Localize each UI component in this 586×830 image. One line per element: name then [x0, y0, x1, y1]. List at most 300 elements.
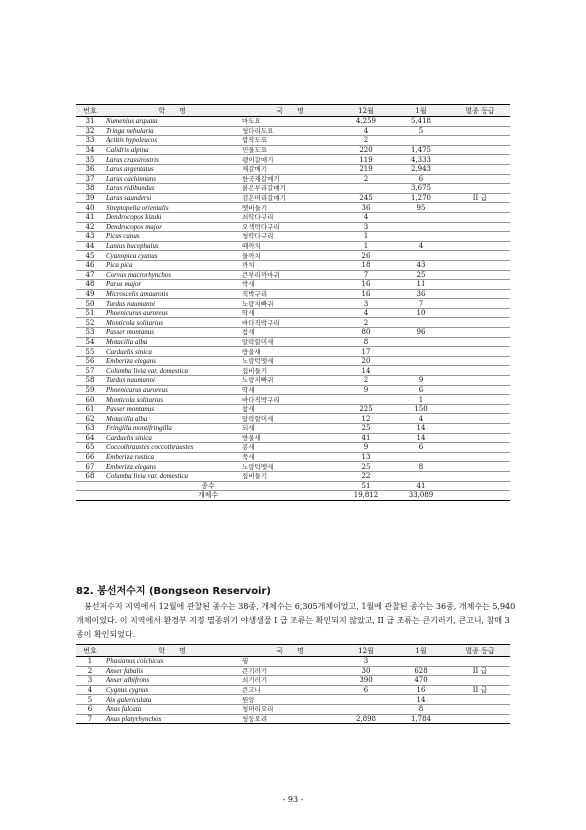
endangered-grade	[450, 136, 510, 146]
scientific-name: Columba livia var. domestica	[104, 471, 240, 481]
table-row	[76, 232, 510, 242]
row-number: 59	[76, 385, 104, 395]
scientific-name: Emberiza rustica	[104, 452, 240, 462]
row-number: 44	[76, 241, 104, 251]
table-header	[76, 645, 510, 657]
january-count: 9	[392, 376, 450, 386]
korean-name: 바다직박구리	[240, 318, 340, 328]
korean-name: 쇠딱다구리	[240, 212, 340, 222]
korean-name: 물까치	[240, 251, 340, 261]
december-count: 3	[340, 222, 392, 232]
korean-name: 멧비둘기	[240, 203, 340, 213]
row-number: 49	[76, 289, 104, 299]
january-count: 4	[392, 241, 450, 251]
december-count: 13	[340, 452, 392, 462]
korean-name: 청머리오리	[240, 704, 340, 714]
january-count	[392, 657, 450, 667]
row-number: 39	[76, 193, 104, 203]
species-total-label: 종수	[76, 481, 340, 491]
korean-name: 꿩	[240, 657, 340, 667]
january-count: 7	[392, 299, 450, 309]
scientific-name: Corvus macrorhynchos	[104, 270, 240, 280]
endangered-grade	[450, 318, 510, 328]
scientific-name: Passer montanus	[104, 328, 240, 338]
endangered-grade	[450, 251, 510, 261]
korean-name: 민물도요	[240, 145, 340, 155]
table-row	[76, 280, 510, 290]
january-count	[392, 232, 450, 242]
december-count: 8	[340, 337, 392, 347]
endangered-grade	[450, 212, 510, 222]
scientific-name: Dendrocopos kizuki	[104, 212, 240, 222]
december-count: 36	[340, 203, 392, 213]
endangered-grade	[450, 280, 510, 290]
row-number: 56	[76, 356, 104, 366]
scientific-name: Phoenicurus auroreus	[104, 385, 240, 395]
row-number: 38	[76, 184, 104, 194]
endangered-grade	[450, 433, 510, 443]
scientific-name: Anser fabalis	[104, 666, 240, 676]
korean-name: 붉은부리갈매기	[240, 184, 340, 194]
january-count: 8	[392, 704, 450, 714]
empty-cell	[450, 481, 510, 491]
endangered-grade	[450, 203, 510, 213]
korean-name: 딱새	[240, 385, 340, 395]
table-row	[76, 376, 510, 386]
january-count: 96	[392, 328, 450, 338]
scientific-name: Coccothraustes coccothraustes	[104, 443, 240, 453]
korean-name: 직박구리	[240, 289, 340, 299]
december-count: 16	[340, 289, 392, 299]
table-row	[76, 318, 510, 328]
endangered-grade: II 급	[450, 666, 510, 676]
january-count: 628	[392, 666, 450, 676]
header-no: 번호	[76, 645, 104, 657]
individual-total-december: 19,812	[340, 491, 392, 501]
table-row	[76, 433, 510, 443]
december-count: 17	[340, 347, 392, 357]
january-count: 16	[392, 685, 450, 695]
scientific-name: Emberiza elegans	[104, 356, 240, 366]
december-count: 4	[340, 126, 392, 136]
species-table-2	[76, 644, 510, 724]
korean-name: 집비둘기	[240, 366, 340, 376]
table-row	[76, 356, 510, 366]
table-row	[76, 676, 510, 686]
table-row	[76, 212, 510, 222]
korean-name: 콩새	[240, 443, 340, 453]
scientific-name: Anas falcata	[104, 704, 240, 714]
row-number: 58	[76, 376, 104, 386]
endangered-grade	[450, 347, 510, 357]
scientific-name: Larus saundersi	[104, 193, 240, 203]
endangered-grade	[450, 714, 510, 724]
endangered-grade	[450, 676, 510, 686]
table-row	[76, 443, 510, 453]
january-count: 6	[392, 385, 450, 395]
january-count: 8	[392, 462, 450, 472]
scientific-name: Turdus naumanni	[104, 376, 240, 386]
row-number: 54	[76, 337, 104, 347]
table-row	[76, 704, 510, 714]
korean-name: 쑥새	[240, 452, 340, 462]
december-count: 80	[340, 328, 392, 338]
endangered-grade	[450, 452, 510, 462]
endangered-grade	[450, 155, 510, 165]
korean-name: 바다직박구리	[240, 395, 340, 405]
row-number: 41	[76, 212, 104, 222]
endangered-grade	[450, 695, 510, 705]
korean-name: 괭이갈매기	[240, 155, 340, 165]
december-count: 9	[340, 385, 392, 395]
endangered-grade	[450, 222, 510, 232]
scientific-name: Actitis hypoleucos	[104, 136, 240, 146]
row-number: 65	[76, 443, 104, 453]
endangered-grade	[450, 462, 510, 472]
species-total-january: 41	[392, 481, 450, 491]
december-count: 6	[340, 685, 392, 695]
korean-name: 때까치	[240, 241, 340, 251]
endangered-grade	[450, 337, 510, 347]
korean-name: 집비둘기	[240, 471, 340, 481]
row-number: 45	[76, 251, 104, 261]
endangered-grade	[450, 145, 510, 155]
table-row	[76, 714, 510, 724]
header-endangered-grade: 멸종 등급	[450, 105, 510, 117]
scientific-name: Motacilla alba	[104, 414, 240, 424]
december-count: 12	[340, 414, 392, 424]
korean-name: 노랑지빠귀	[240, 299, 340, 309]
korean-name: 박새	[240, 280, 340, 290]
table-row	[76, 424, 510, 434]
row-number: 57	[76, 366, 104, 376]
row-number: 34	[76, 145, 104, 155]
january-count: 6	[392, 443, 450, 453]
december-count: 4	[340, 212, 392, 222]
row-number: 2	[76, 666, 104, 676]
december-count: 20	[340, 356, 392, 366]
january-count: 1,475	[392, 145, 450, 155]
table-row	[76, 117, 510, 127]
endangered-grade	[450, 270, 510, 280]
korean-name: 큰부리까마귀	[240, 270, 340, 280]
december-count	[340, 704, 392, 714]
december-count: 390	[340, 676, 392, 686]
january-count	[392, 136, 450, 146]
korean-name: 오색딱다구리	[240, 222, 340, 232]
january-count: 2,943	[392, 164, 450, 174]
january-count	[392, 356, 450, 366]
january-count: 14	[392, 424, 450, 434]
row-number: 51	[76, 308, 104, 318]
row-number: 61	[76, 404, 104, 414]
header-january: 1월	[392, 645, 450, 657]
row-number: 60	[76, 395, 104, 405]
row-number: 62	[76, 414, 104, 424]
december-count: 2	[340, 174, 392, 184]
january-count: 10	[392, 308, 450, 318]
january-count: 1,784	[392, 714, 450, 724]
scientific-name: Aix galericulata	[104, 695, 240, 705]
korean-name: 큰고니	[240, 685, 340, 695]
header-no: 번호	[76, 105, 104, 117]
scientific-name: Carduelis sinica	[104, 347, 240, 357]
table-row	[76, 193, 510, 203]
table-row	[76, 289, 510, 299]
january-count	[392, 366, 450, 376]
table-row	[76, 241, 510, 251]
row-number: 36	[76, 164, 104, 174]
january-count	[392, 337, 450, 347]
table-row	[76, 347, 510, 357]
december-count: 2	[340, 376, 392, 386]
december-count: 3	[340, 299, 392, 309]
row-number: 37	[76, 174, 104, 184]
row-number: 67	[76, 462, 104, 472]
scientific-name: Monticola solitarius	[104, 395, 240, 405]
scientific-name: Phasianus colchicus	[104, 657, 240, 667]
december-count: 9	[340, 443, 392, 453]
table-row	[76, 145, 510, 155]
endangered-grade	[450, 174, 510, 184]
scientific-name: Lanius bucephalus	[104, 241, 240, 251]
table-row	[76, 222, 510, 232]
table-row	[76, 462, 510, 472]
endangered-grade	[450, 328, 510, 338]
december-count: 16	[340, 280, 392, 290]
table-row	[76, 657, 510, 667]
endangered-grade	[450, 376, 510, 386]
endangered-grade: II 급	[450, 685, 510, 695]
december-count: 119	[340, 155, 392, 165]
scientific-name: Pica pica	[104, 260, 240, 270]
scientific-name: Streptopelia orientalis	[104, 203, 240, 213]
january-count: 1,270	[392, 193, 450, 203]
january-count: 470	[392, 676, 450, 686]
korean-name: 방울새	[240, 433, 340, 443]
scientific-name: Anas platyrhynchos	[104, 714, 240, 724]
korean-name: 큰기러기	[240, 666, 340, 676]
endangered-grade	[450, 117, 510, 127]
endangered-grade	[450, 424, 510, 434]
row-number: 68	[76, 471, 104, 481]
korean-name: 청다리도요	[240, 126, 340, 136]
header-scientific-name: 학 명	[104, 645, 240, 657]
scientific-name: Numenius arquata	[104, 117, 240, 127]
january-count	[392, 471, 450, 481]
january-count	[392, 212, 450, 222]
december-count	[340, 695, 392, 705]
korean-name: 알락할미새	[240, 414, 340, 424]
january-count	[392, 347, 450, 357]
row-number: 5	[76, 695, 104, 705]
endangered-grade	[450, 443, 510, 453]
korean-name: 청둥오리	[240, 714, 340, 724]
december-count: 220	[340, 145, 392, 155]
table-row	[76, 126, 510, 136]
header-scientific-name: 학 명	[104, 105, 240, 117]
january-count: 1	[392, 395, 450, 405]
endangered-grade	[450, 126, 510, 136]
january-count: 3,675	[392, 184, 450, 194]
scientific-name: Turdus naumanni	[104, 299, 240, 309]
endangered-grade	[450, 308, 510, 318]
december-count: 2,898	[340, 714, 392, 724]
december-count: 3	[340, 657, 392, 667]
row-number: 43	[76, 232, 104, 242]
table-row	[76, 174, 510, 184]
korean-name: 재갈매기	[240, 164, 340, 174]
table-row	[76, 414, 510, 424]
table-row	[76, 260, 510, 270]
endangered-grade	[450, 260, 510, 270]
species-total-december: 51	[340, 481, 392, 491]
january-count	[392, 222, 450, 232]
korean-name: 노랑턱멧새	[240, 356, 340, 366]
endangered-grade	[450, 366, 510, 376]
row-number: 66	[76, 452, 104, 462]
december-count: 219	[340, 164, 392, 174]
empty-cell	[450, 491, 510, 501]
scientific-name: Phoenicurus auroreus	[104, 308, 240, 318]
scientific-name: Monticola solitarius	[104, 318, 240, 328]
december-count: 14	[340, 366, 392, 376]
row-number: 42	[76, 222, 104, 232]
section-title: 82. 봉선저수지 (Bongseon Reservoir)	[76, 586, 271, 597]
december-count: 41	[340, 433, 392, 443]
december-count: 26	[340, 251, 392, 261]
endangered-grade	[450, 356, 510, 366]
table-row	[76, 385, 510, 395]
endangered-grade	[450, 184, 510, 194]
korean-name: 되새	[240, 424, 340, 434]
row-number: 7	[76, 714, 104, 724]
endangered-grade	[450, 471, 510, 481]
header-december: 12월	[340, 105, 392, 117]
january-count: 11	[392, 280, 450, 290]
row-number: 46	[76, 260, 104, 270]
january-count: 4	[392, 414, 450, 424]
endangered-grade	[450, 232, 510, 242]
scientific-name: Motacilla alba	[104, 337, 240, 347]
korean-name: 까치	[240, 260, 340, 270]
korean-name: 참새	[240, 404, 340, 414]
scientific-name: Passer montanus	[104, 404, 240, 414]
row-number: 33	[76, 136, 104, 146]
korean-name: 방울새	[240, 347, 340, 357]
january-count: 14	[392, 695, 450, 705]
january-count: 5	[392, 126, 450, 136]
table-row	[76, 471, 510, 481]
row-number: 52	[76, 318, 104, 328]
december-count	[340, 395, 392, 405]
individual-total-label: 개체수	[76, 491, 340, 501]
december-count	[340, 184, 392, 194]
korean-name: 참새	[240, 328, 340, 338]
table-row	[76, 685, 510, 695]
endangered-grade	[450, 395, 510, 405]
row-number: 53	[76, 328, 104, 338]
table-row	[76, 337, 510, 347]
december-count: 2	[340, 318, 392, 328]
january-count: 95	[392, 203, 450, 213]
scientific-name: Dendrocopos major	[104, 222, 240, 232]
january-count: 43	[392, 260, 450, 270]
table-row	[76, 164, 510, 174]
page-number: - 93 -	[282, 795, 304, 804]
january-count	[392, 318, 450, 328]
table-row	[76, 203, 510, 213]
endangered-grade	[450, 414, 510, 424]
january-count: 4,333	[392, 155, 450, 165]
scientific-name: Larus crassirostris	[104, 155, 240, 165]
january-count: 150	[392, 404, 450, 414]
table-row	[76, 366, 510, 376]
scientific-name: Emberiza elegans	[104, 462, 240, 472]
species-total-row	[76, 481, 510, 491]
scientific-name: Larus cachinnans	[104, 174, 240, 184]
header-korean-name: 국 명	[240, 645, 340, 657]
scientific-name: Carduelis sinica	[104, 433, 240, 443]
table-row	[76, 270, 510, 280]
species-table-1	[76, 104, 510, 501]
row-number: 40	[76, 203, 104, 213]
december-count: 245	[340, 193, 392, 203]
scientific-name: Calidris alpina	[104, 145, 240, 155]
header-december: 12월	[340, 645, 392, 657]
row-number: 63	[76, 424, 104, 434]
december-count: 1	[340, 232, 392, 242]
january-count: 5,418	[392, 117, 450, 127]
january-count	[392, 452, 450, 462]
scientific-name: Fringilla montifringilla	[104, 424, 240, 434]
scientific-name: Columba livia var. domestica	[104, 366, 240, 376]
endangered-grade	[450, 164, 510, 174]
section-paragraph: 봉선저수지 지역에서 12월에 관찰된 종수는 38종, 개체수는 6,305개체이었고, 1월에 관찰된 종수는 36종, 개체수는 5,940개체이었다. 이 지역에서 환경부 지정 멸종위기 야생생물 I 급 조류는 확인되지 않았고, II 급 조류는 큰기러기, 큰고니, 참매 3종이 확인되었다.	[76, 602, 516, 639]
scientific-name: Picus canus	[104, 232, 240, 242]
scientific-name: Cygnus cygnus	[104, 685, 240, 695]
row-number: 47	[76, 270, 104, 280]
december-count: 4	[340, 308, 392, 318]
row-number: 32	[76, 126, 104, 136]
row-number: 35	[76, 155, 104, 165]
row-number: 1	[76, 657, 104, 667]
korean-name: 노랑턱멧새	[240, 462, 340, 472]
january-count: 6	[392, 174, 450, 184]
december-count: 25	[340, 462, 392, 472]
korean-name: 깝작도요	[240, 136, 340, 146]
december-count: 7	[340, 270, 392, 280]
january-count: 14	[392, 433, 450, 443]
table-row	[76, 308, 510, 318]
table-row	[76, 184, 510, 194]
table-row	[76, 251, 510, 261]
december-count: 4,259	[340, 117, 392, 127]
endangered-grade	[450, 704, 510, 714]
header-january: 1월	[392, 105, 450, 117]
december-count: 18	[340, 260, 392, 270]
korean-name: 쇠기러기	[240, 676, 340, 686]
table-row	[76, 155, 510, 165]
row-number: 3	[76, 676, 104, 686]
scientific-name: Tringa nebularia	[104, 126, 240, 136]
row-number: 50	[76, 299, 104, 309]
table-row	[76, 136, 510, 146]
scientific-name: Microscelis amaurotis	[104, 289, 240, 299]
endangered-grade: II 급	[450, 193, 510, 203]
endangered-grade	[450, 385, 510, 395]
endangered-grade	[450, 289, 510, 299]
